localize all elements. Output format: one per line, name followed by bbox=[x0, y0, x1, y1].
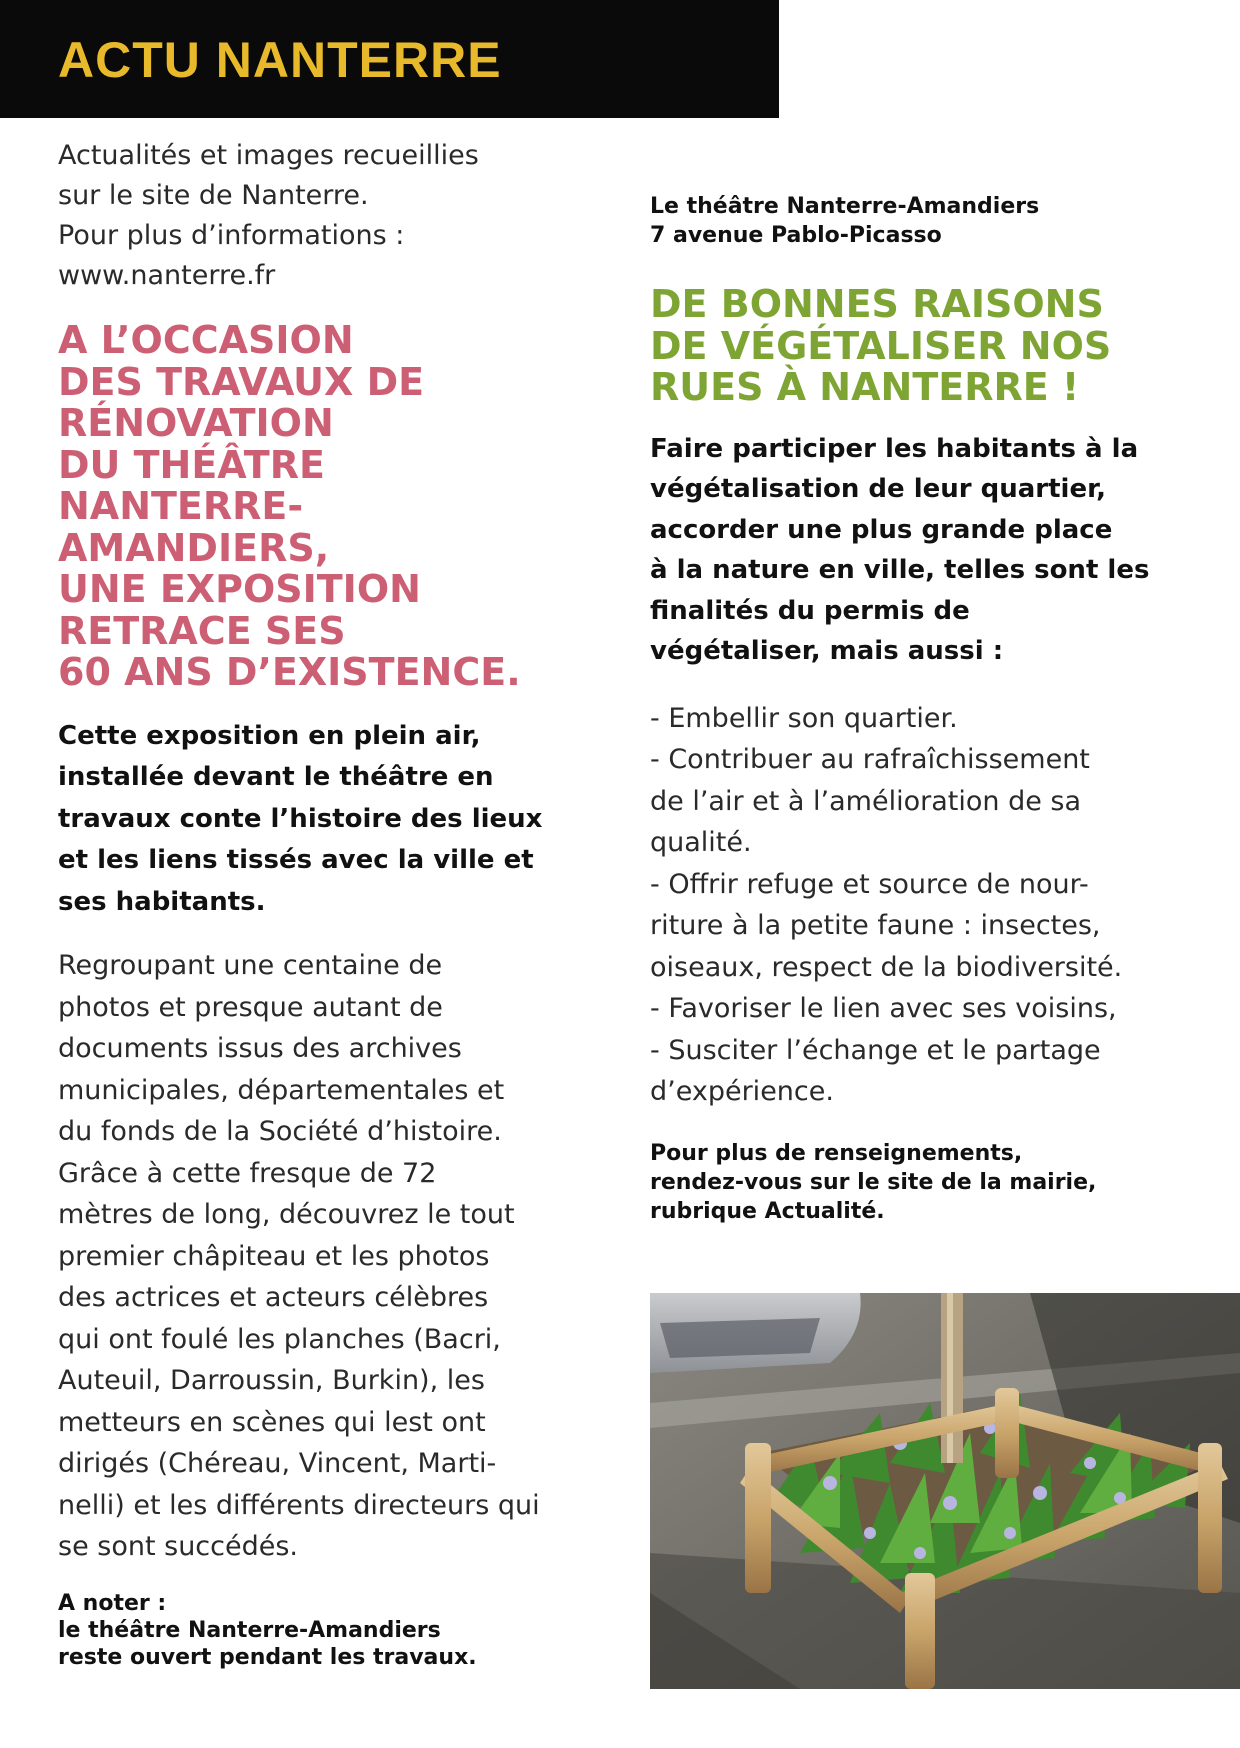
body-line: des actrices et acteurs célèbres bbox=[58, 1282, 489, 1313]
header-band bbox=[0, 0, 779, 118]
tree-planter-illustration bbox=[650, 1293, 1240, 1689]
body-line: municipales, départementales et bbox=[58, 1074, 505, 1106]
body-line: Auteuil, Darroussin, Burkin), les bbox=[58, 1365, 485, 1396]
headline-line: DES TRAVAUX DE bbox=[58, 359, 425, 404]
body-line: documents issus des archives bbox=[58, 1033, 462, 1064]
lead-line: ses habitants. bbox=[58, 886, 266, 917]
bullet-line: qualité. bbox=[650, 827, 752, 858]
intro-line: sur le site de Nanterre. bbox=[58, 180, 369, 211]
lead-line: travaux conte l’histoire des lieux bbox=[58, 803, 543, 834]
body-line: Grâce à cette fresque de 72 bbox=[58, 1157, 437, 1189]
bullet-line: d’expérience. bbox=[650, 1076, 834, 1107]
bullet-line: oiseaux, respect de la biodiversité. bbox=[650, 951, 1123, 983]
more-info-line: rendez-vous sur le site de la mairie, bbox=[650, 1169, 1097, 1195]
more-info-line: rubrique Actualité. bbox=[650, 1198, 885, 1224]
headline-line: AMANDIERS, bbox=[58, 525, 330, 570]
bullet-line: - Offrir refuge et source de nour- bbox=[650, 868, 1089, 900]
theatre-headline bbox=[58, 320, 582, 694]
headline-line: NANTERRE- bbox=[58, 484, 304, 528]
body-line: se sont succédés. bbox=[58, 1531, 299, 1562]
intro-line: Actualités et images recueillies bbox=[58, 140, 479, 171]
body-line: du fonds de la Société d’histoire. bbox=[58, 1116, 502, 1147]
bullet-line: riture à la petite faune : insectes, bbox=[650, 910, 1101, 941]
bullet-line: - Contribuer au rafraîchissement bbox=[650, 744, 1090, 775]
bullet-line: - Favoriser le lien avec ses voisins, bbox=[650, 993, 1117, 1024]
bullet-line: de l’air et à l’amélioration de sa bbox=[650, 785, 1082, 817]
intro-text bbox=[58, 136, 582, 296]
headline-line: UNE EXPOSITION bbox=[58, 567, 421, 611]
body-line: dirigés (Chéreau, Vincent, Marti- bbox=[58, 1448, 497, 1479]
lead-line: Cette exposition en plein air, bbox=[58, 720, 481, 751]
note-line: reste ouvert pendant les travaux. bbox=[58, 1644, 477, 1670]
greening-intro bbox=[650, 429, 1190, 672]
note-line: A noter : bbox=[58, 1590, 167, 1616]
theatre-address bbox=[650, 192, 1190, 250]
greening-benefits bbox=[650, 698, 1190, 1113]
lead-line: et les liens tissés avec la ville et bbox=[58, 845, 534, 875]
note-line: le théâtre Nanterre-Amandiers bbox=[58, 1617, 441, 1643]
body-line: premier châpiteau et les photos bbox=[58, 1240, 490, 1272]
intro-line: végétaliser, mais aussi : bbox=[650, 636, 1004, 666]
right-column bbox=[650, 192, 1190, 1226]
body-line: mètres de long, découvrez le tout bbox=[58, 1199, 515, 1230]
headline-line: 60 ANS D’EXISTENCE. bbox=[58, 650, 521, 694]
address-line: 7 avenue Pablo-Picasso bbox=[650, 223, 942, 248]
bullet-line: - Susciter l’échange et le partage bbox=[650, 1034, 1101, 1066]
intro-line: végétalisation de leur quartier, bbox=[650, 474, 1106, 504]
intro-line: Faire participer les habitants à la bbox=[650, 433, 1139, 464]
body-line: metteurs en scènes qui lest ont bbox=[58, 1406, 486, 1438]
theatre-note bbox=[58, 1590, 582, 1671]
bullet-line: - Embellir son quartier. bbox=[650, 702, 958, 734]
theatre-lead bbox=[58, 716, 582, 924]
address-line: Le théâtre Nanterre-Amandiers bbox=[650, 194, 1040, 219]
intro-line: Pour plus d’informations : bbox=[58, 220, 405, 251]
body-line: Regroupant une centaine de bbox=[58, 950, 443, 981]
body-line: nelli) et les différents directeurs qui bbox=[58, 1489, 540, 1521]
headline-line: RETRACE SES bbox=[58, 608, 346, 653]
tree-planter-photo bbox=[650, 1293, 1240, 1689]
left-column bbox=[58, 136, 582, 1671]
headline-line: A L’OCCASION bbox=[58, 318, 354, 362]
more-info bbox=[650, 1139, 1190, 1226]
intro-line: accorder une plus grande place bbox=[650, 514, 1113, 545]
theatre-body bbox=[58, 945, 582, 1568]
lead-line: installée devant le théâtre en bbox=[58, 762, 494, 792]
headline-line: RUES À NANTERRE ! bbox=[650, 365, 1080, 409]
body-line: qui ont foulé les planches (Bacri, bbox=[58, 1323, 501, 1355]
headline-line: DU THÉÂTRE bbox=[58, 442, 325, 487]
body-line: photos et presque autant de bbox=[58, 991, 443, 1023]
more-info-line: Pour plus de renseignements, bbox=[650, 1140, 1023, 1166]
intro-line: www.nanterre.fr bbox=[58, 260, 276, 291]
intro-line: finalités du permis de bbox=[650, 595, 970, 626]
headline-line: RÉNOVATION bbox=[58, 401, 334, 445]
headline-line: DE BONNES RAISONS bbox=[650, 282, 1104, 326]
intro-line: à la nature en ville, telles sont les bbox=[650, 555, 1150, 585]
headline-line: DE VÉGÉTALISER NOS bbox=[650, 323, 1112, 368]
page-title: ACTU NANTERRE bbox=[58, 32, 502, 88]
greening-headline bbox=[650, 284, 1190, 409]
